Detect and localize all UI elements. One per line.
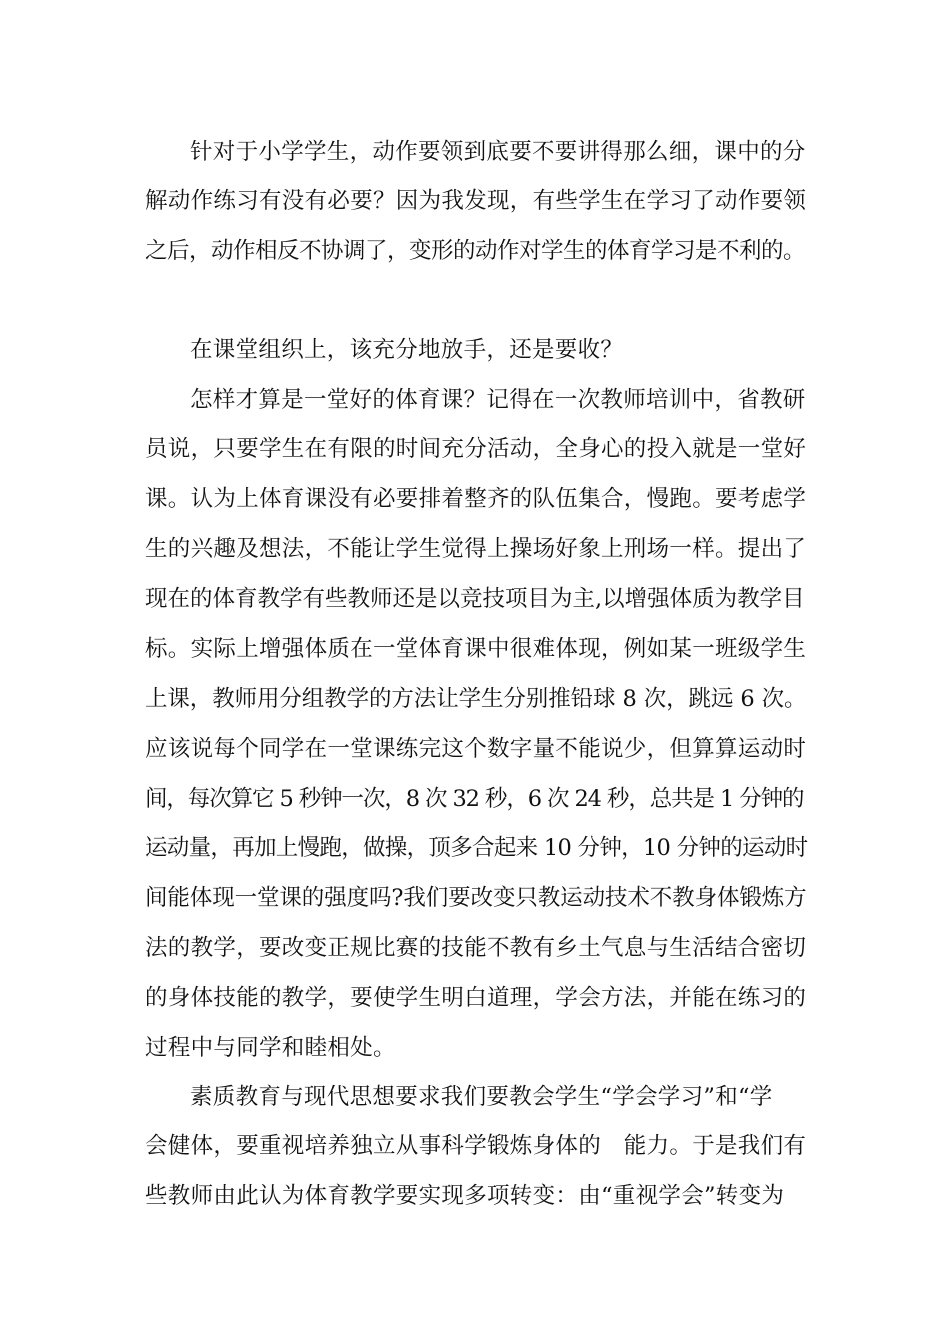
paragraph-3-line-11: 间能体现一堂课的强度吗?我们要改变只教运动技术不教身体锻炼方: [145, 885, 807, 911]
paragraph-3-line-3: 课。认为上体育课没有必要排着整齐的队伍集合，慢跑。要考虑学: [145, 486, 807, 512]
paragraph-3-line-12: 法的教学，要改变正规比赛的技能不教有乡土气息与生活结合密切: [145, 935, 807, 961]
paragraph-1-line-3: 之后，动作相反不协调了，变形的动作对学生的体育学习是不利的。: [145, 238, 806, 264]
paragraph-3-line-13: 的身体技能的教学，要使学生明白道理，学会方法，并能在练习的: [145, 985, 807, 1011]
paragraph-3-line-14: 过程中与同学和睦相处。: [145, 1035, 396, 1061]
paragraph-4-line-2: 会健体，要重视培养独立从事科学锻炼身体的 能力。于是我们有: [145, 1133, 807, 1159]
paragraph-4-line-3: 些教师由此认为体育教学要实现多项转变：由“重视学会”转变为: [145, 1183, 785, 1209]
paragraph-4-line-1: 素质教育与现代思想要求我们要教会学生“学会学习”和“学: [190, 1084, 773, 1110]
paragraph-3-line-4: 生的兴趣及想法，不能让学生觉得上操场好象上刑场一样。提出了: [145, 536, 807, 562]
paragraph-2-line-1: 在课堂组织上，该充分地放手，还是要收？: [190, 337, 624, 363]
paragraph-3-line-8: 应该说每个同学在一堂课练完这个数字量不能说少，但算算运动时: [145, 736, 807, 762]
paragraph-3-line-5: 现在的体育教学有些教师还是以竞技项目为主,以增强体质为教学目: [145, 586, 805, 612]
paragraph-3-line-9: 间，每次算它 5 秒钟一次，8 次 32 秒，6 次 24 秒，总共是 1 分钟的: [145, 786, 804, 812]
paragraph-3-line-10: 运动量，再加上慢跑，做操，顶多合起来 10 分钟，10 分钟的运动时: [145, 835, 808, 861]
paragraph-1-line-2: 解动作练习有没有必要？因为我发现，有些学生在学习了动作要领: [145, 188, 807, 214]
paragraph-3-line-2: 员说，只要学生在有限的时间充分活动，全身心的投入就是一堂好: [145, 436, 807, 462]
paragraph-3-line-7: 上课，教师用分组教学的方法让学生分别推铅球 8 次，跳远 6 次。: [145, 686, 807, 712]
paragraph-3-line-6: 标。实际上增强体质在一堂体育课中很难体现，例如某一班级学生: [145, 636, 807, 662]
paragraph-3-line-1: 怎样才算是一堂好的体育课？记得在一次教师培训中，省教研: [190, 387, 806, 413]
paragraph-1-line-1: 针对于小学学生，动作要领到底要不要讲得那么细，课中的分: [190, 139, 806, 165]
